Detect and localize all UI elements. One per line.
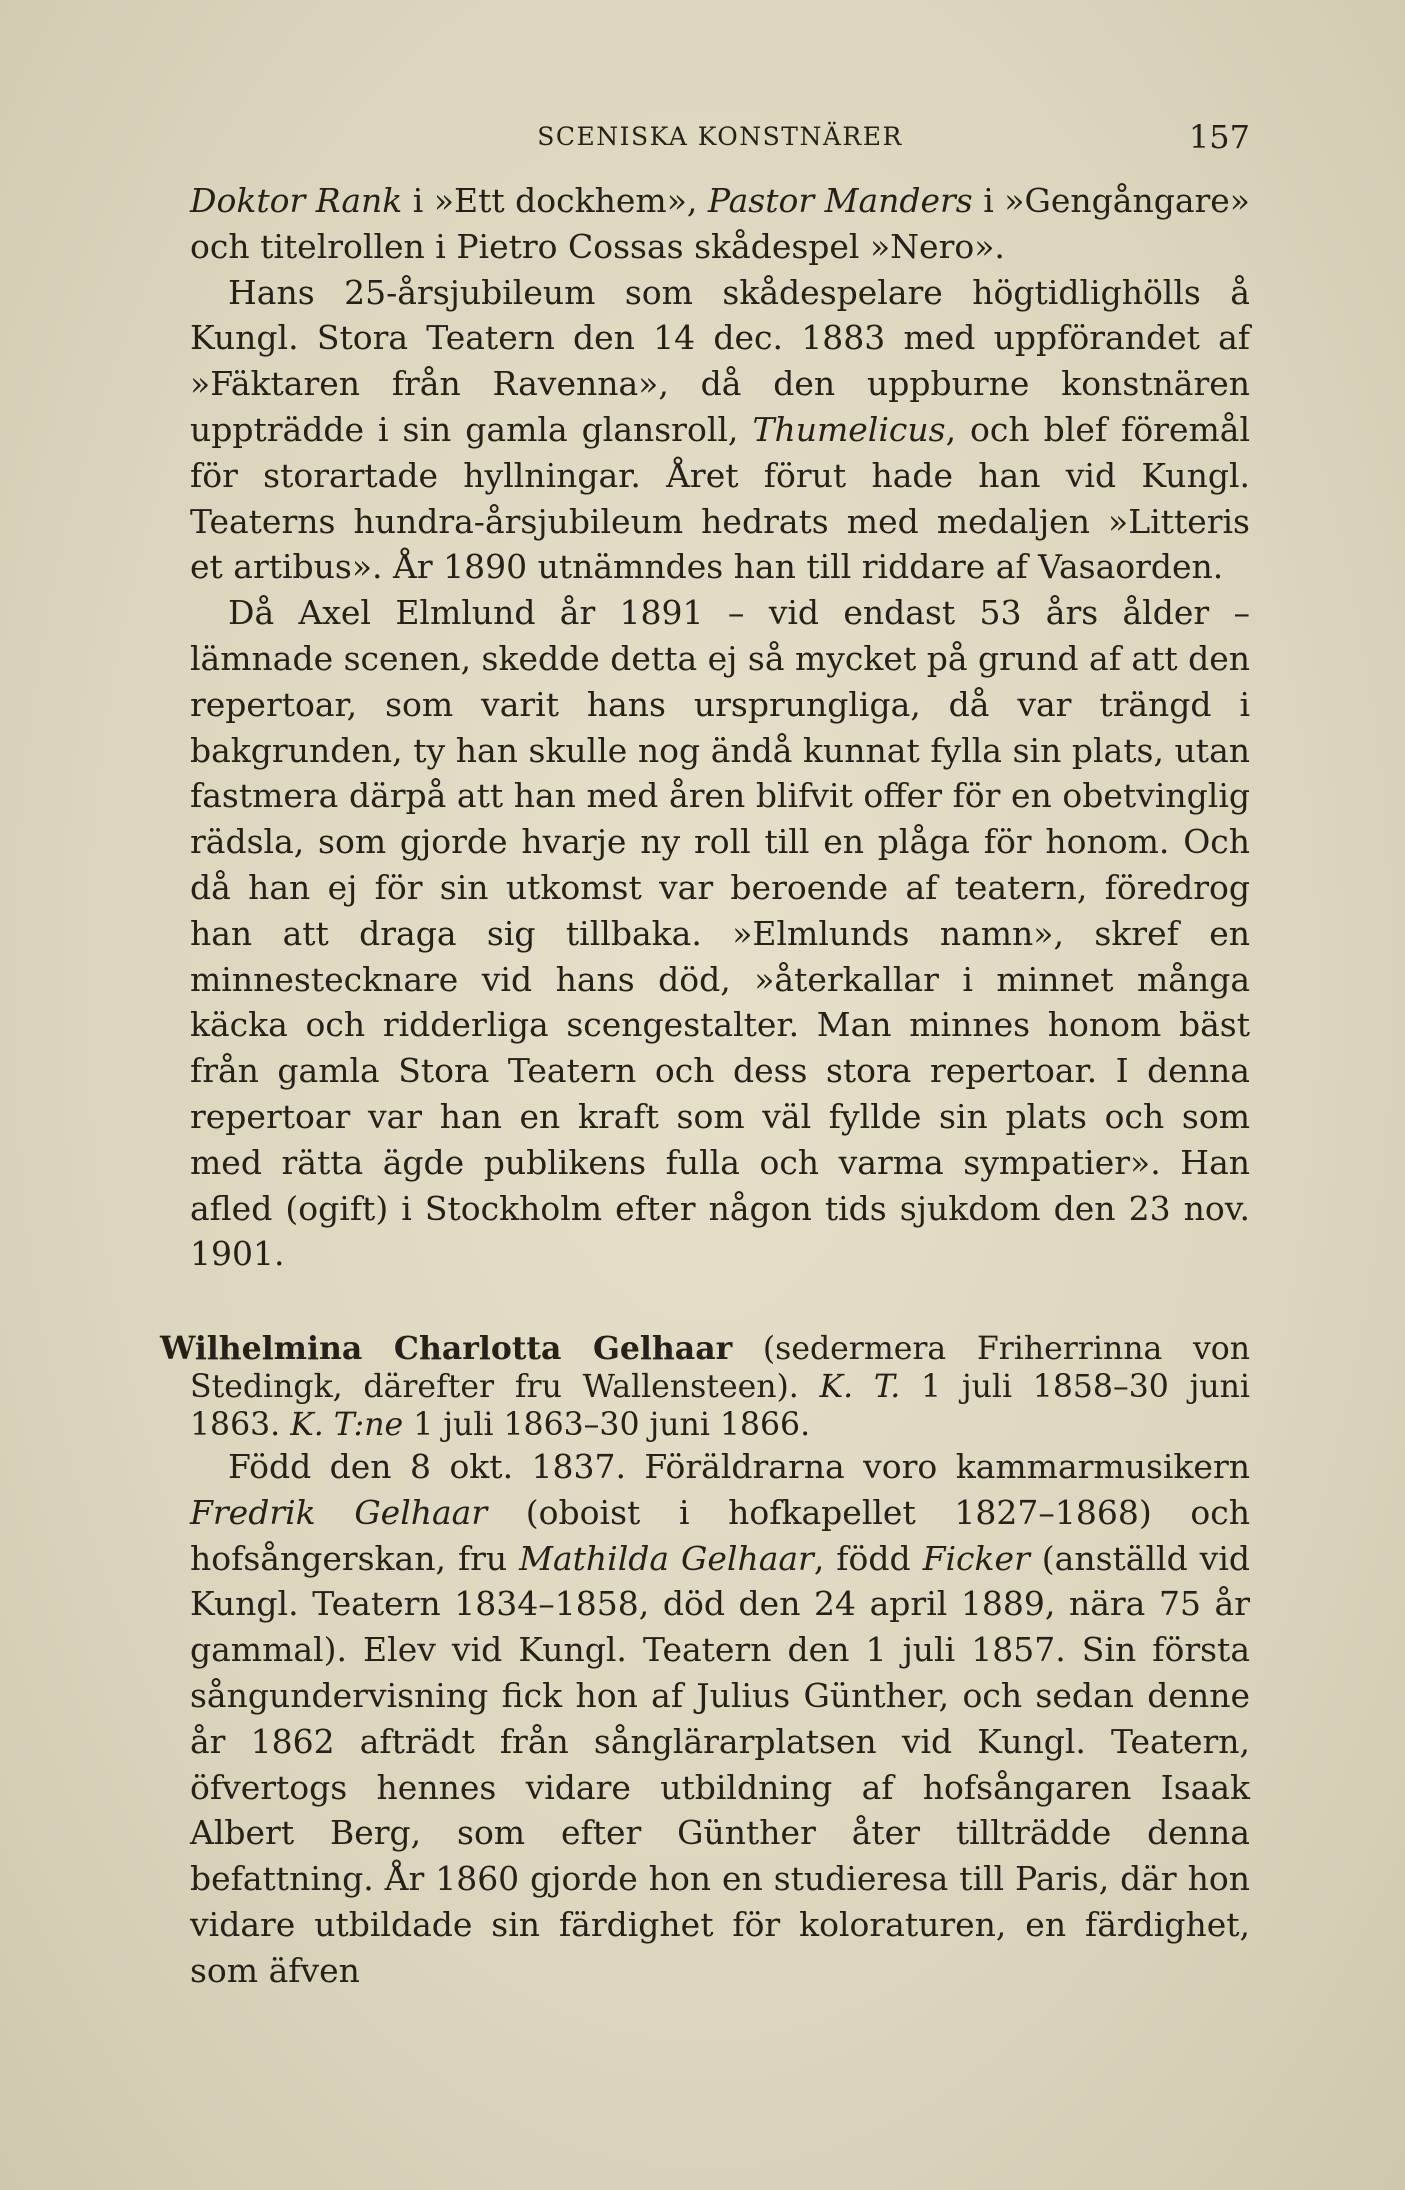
entry-name: Wilhelmina Charlotta Gelhaar xyxy=(160,1330,733,1367)
paragraph-roles: Doktor Rank i »Ett dockhem», Pastor Manders i »Gengångare» och titelrollen i Pietro Cossas skådespel »Nero». xyxy=(190,181,1250,266)
role-pastor-manders: Pastor Manders xyxy=(707,181,973,220)
role-doktor-rank: Doktor Rank xyxy=(190,181,403,220)
entry-text xyxy=(190,1444,1250,1994)
page-header xyxy=(190,118,1250,158)
role-thumelicus: Thumelicus xyxy=(752,409,946,449)
main-text xyxy=(190,178,1250,1277)
paragraph-jubilee: Hans 25-årsjubileum som skådespelare högtidlighölls å Kungl. Stora Teatern den 14 dec. 1883 med uppförandet af »Fäktaren från Ravenna», då den uppburne konstnären uppträdde i sin gamla glansroll, Thumelicus, och blef föremål för storartade hyllningar. Året förut hade han vid Kungl. Teaterns hundra-årsjubileum hedrats med medaljen »Litteris et artibus». År 1890 utnämndes han till riddare af Vasaorden. xyxy=(190,272,1251,587)
page-number: 157 xyxy=(1188,118,1250,156)
paragraph-retirement: Då Axel Elmlund år 1891 – vid endast 53 års ålder – lämnade scenen, skedde detta ej så mycket på grund af att den repertoar, som varit hans ursprungliga, då var trängd i bakgrunden, ty han skulle nog ändå kunnat fylla sin plats, utan fastmera därpå att han med åren blifvit offer för en obetvinglig rädsla, som gjorde hvarje ny roll till en plåga för honom. Och då han ej för sin utkomst var beroende af teatern, föredrog han att draga sig tillbaka. »Elmlunds namn», skref en minnestecknare vid hans död, »återkallar i minnet många käcka och ridderliga scengestalter. Man minnes honom bäst från gamla Stora Teatern och dess stora repertoar. I denna repertoar var han en kraft som väl fyllde sin plats och som med rätta ägde publikens fulla och varma sympatier». Han afled (ogift) i Stockholm efter någon tids sjukdom den 23 nov. 1901. xyxy=(190,593,1250,1274)
paragraph-birth: Född den 8 okt. 1837. Föräldrarna voro kammarmusikern Fredrik Gelhaar (oboist i hofkapellet 1827–1868) och hofsångerskan, fru Mathilda Gelhaar, född Ficker (anställd vid Kungl. Teatern 1834–1858, död den 24 april 1889, nära 75 år gammal). Elev vid Kungl. Teatern den 1 juli 1857. Sin första sångundervisning fick hon af Julius Günther, och sedan denne år 1862 afträdt från sånglärarplatsen vid Kungl. Teatern, öfvertogs hennes vidare utbildning af hofsångaren Isaak Albert Berg, som efter Günther åter tillträdde denna befattning. År 1860 gjorde hon en studieresa till Paris, där hon vidare utbildade sin färdighet för koloraturen, en färdighet, som äfven xyxy=(190,1447,1251,1990)
running-head: SCENISKA KONSTNÄRER xyxy=(537,122,903,151)
biography-entry-heading: Wilhelmina Charlotta Gelhaar (sedermera Friherrinna von Stedingk, därefter fru Wallensteen). K. T. 1 juli 1858–30 juni 1863. K. T:ne 1 juli 1863–30 juni 1866. xyxy=(160,1330,1251,1443)
